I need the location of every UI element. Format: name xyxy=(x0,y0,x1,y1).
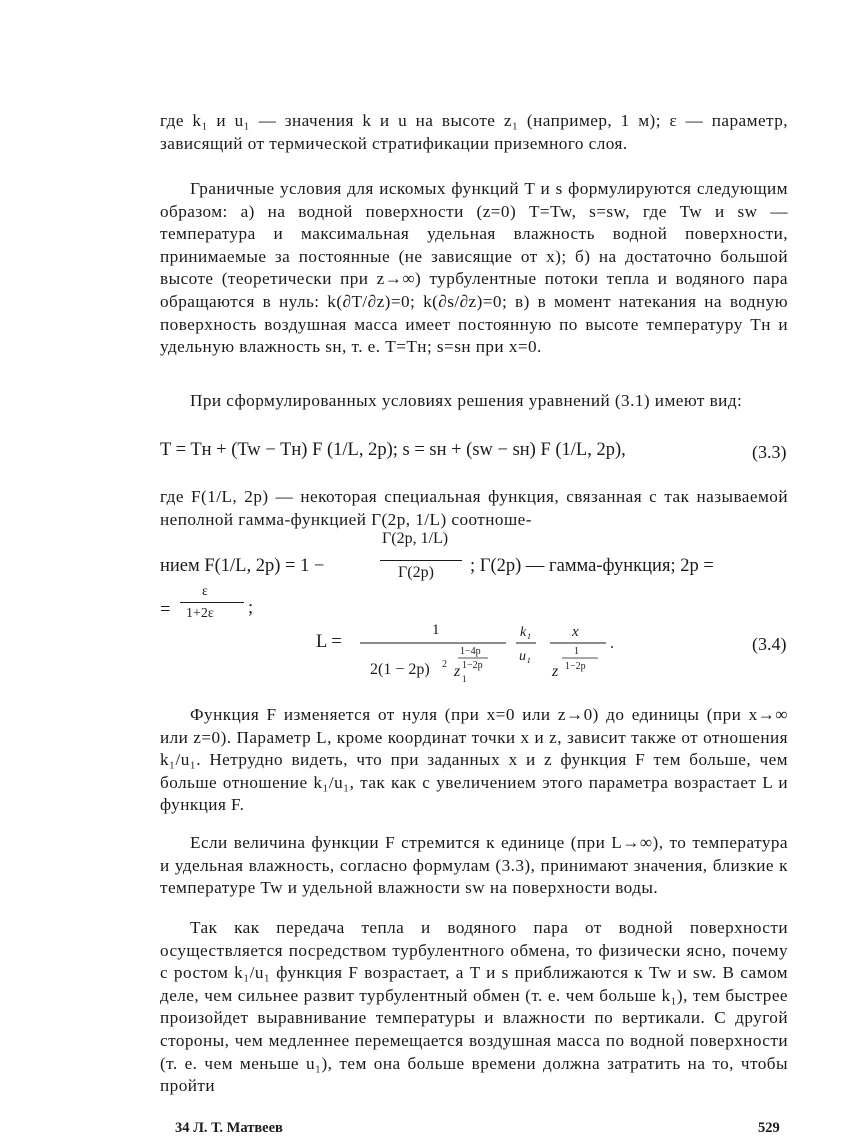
eps-fraction-bar xyxy=(180,602,244,603)
relation-f-left: нием F(1/L, 2p) = 1 − xyxy=(160,556,325,576)
svg-text:u₁: u₁ xyxy=(519,649,531,664)
svg-text:1: 1 xyxy=(574,646,579,657)
paragraph-boundary-conditions: Граничные условия для искомых функций T и s формулируются следующим образом: а) на водной поверхности (z=0) T=Tw, s=sw, где Tw и sw — температура и максимальная удельная влажность водной поверхности, принимаемые за постоянные (не зависящие от x); б) на достаточно большой высоте (теоретически при z→∞) турбулентные потоки тепла и водяного пара обращаются в нуль: k(∂T/∂z)=0; k(∂s/∂z)=0; в) в момент натекания на водную поверхность воздушная масса имеет постоянную по высоте температуру Tн и удельную влажность sн, т. е. T=Tн; s=sн при x=0. xyxy=(160,179,788,357)
svg-text:x: x xyxy=(572,624,579,640)
equation-3-3: T = Tн + (Tw − Tн) F (1/L, 2p); s = sн + (sw − sн) F (1/L, 2p), xyxy=(160,440,626,460)
svg-text:1: 1 xyxy=(462,674,467,684)
svg-text:1−2p: 1−2p xyxy=(565,661,586,672)
svg-text:z: z xyxy=(552,663,559,680)
paragraph-special-function: где F(1/L, 2p) — некоторая специальная функция, связанная с так называемой неполной гамма-функцией Γ(2p, 1/L) соотноше- xyxy=(160,487,788,529)
relation-f-right: ; Γ(2p) — гамма-функция; 2p = xyxy=(470,556,714,576)
svg-text:2(1 − 2p): 2(1 − 2p) xyxy=(370,661,430,678)
eps-denominator: 1+2ε xyxy=(186,606,214,621)
relation-denominator: Γ(2p) xyxy=(398,564,434,581)
eps-prefix: = xyxy=(160,600,171,620)
equation-number-3-4: (3.4) xyxy=(752,634,787,654)
svg-text:z: z xyxy=(454,663,461,680)
eps-numerator: ε xyxy=(202,584,208,599)
paragraph-function-f: Функция F изменяется от нуля (при x=0 или z→0) до единицы (при x→∞ или z=0). Параметр L, кроме координат точки x и z, зависит также от отношения k₁/u₁. Нетрудно видеть, что при заданных x и z функция F тем больше, чем больше отношение k₁/u₁, так как с увеличением этого параметра возрастает L и функция F. xyxy=(160,705,788,815)
paragraph-turbulent-exchange: Так как передача тепла и водяного пара от водной поверхности осуществляется посредством турбулентного обмена, то физически ясно, почему с ростом k₁/u₁ функция F возрастает, а T и s приближаются к Tw и sw. В самом деле, чем сильнее развит турбулентный обмен (т. е. чем больше k₁), тем быстрее произойдет выравнивание температуры и влажности по вертикали. С другой стороны, чем медленнее перемещается воздушная масса по водной поверхности (т. е. чем меньше u₁), тем она больше времени должна затратить на то, чтобы пройти xyxy=(160,918,788,1096)
paragraph-limit: Если величина функции F стремится к единице (при L→∞), то температура и удельная влажность, согласно формулам (3.3), принимают значения, близкие к температуре Tw и удельной влажности sw на поверхности воды. xyxy=(160,833,788,898)
svg-text:k₁: k₁ xyxy=(520,625,532,640)
relation-fraction-bar xyxy=(380,560,462,561)
svg-text:1: 1 xyxy=(432,622,440,638)
svg-text:1−4p: 1−4p xyxy=(460,646,481,657)
equation-number-3-3: (3.3) xyxy=(752,442,787,462)
page-number: 529 xyxy=(758,1120,780,1136)
paragraph-1: где k₁ и u₁ — значения k и u на высоте z₁ (например, 1 м); ε — параметр, зависящий от термической стратификации приземного слоя. xyxy=(160,111,788,153)
svg-text:.: . xyxy=(610,635,614,652)
relation-numerator: Γ(2p, 1/L) xyxy=(382,530,449,547)
eps-suffix: ; xyxy=(248,598,254,618)
footer-signature: 34 Л. Т. Матвеев xyxy=(175,1120,283,1136)
paragraph-solutions-intro: При сформулированных условиях решения уравнений (3.1) имеют вид: xyxy=(190,391,743,410)
svg-text:1−2p: 1−2p xyxy=(462,660,483,671)
equation-3-4-formula xyxy=(360,612,630,690)
equation-3-4-lhs: L = xyxy=(316,632,342,652)
svg-text:2: 2 xyxy=(442,659,447,670)
